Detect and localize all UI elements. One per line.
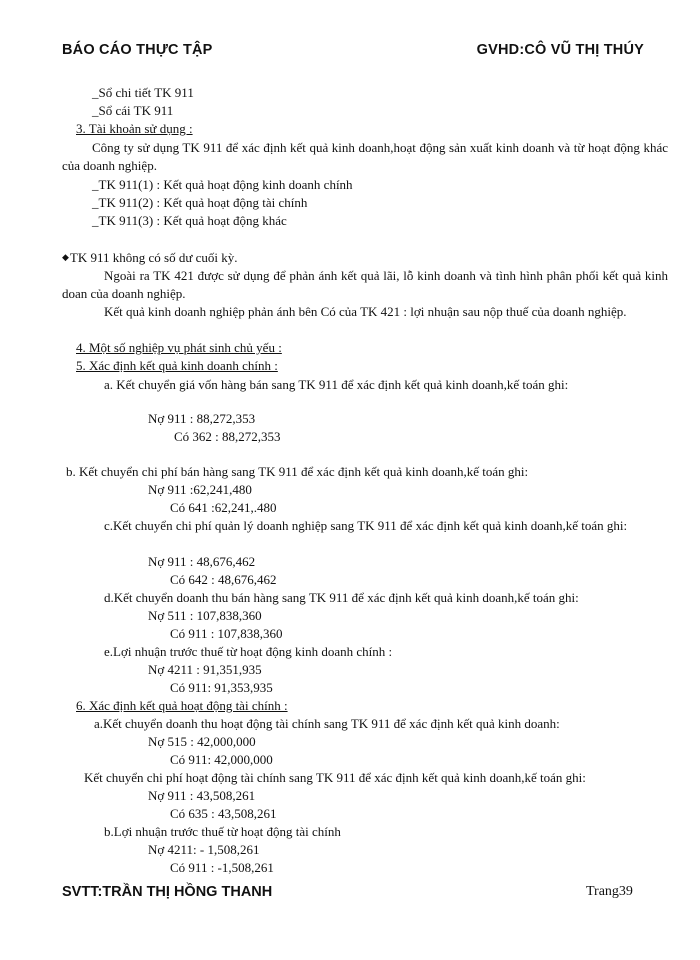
entry-b-description: b. Kết chuyển chi phí bán hàng sang TK 911 để xác định kết quả kinh doanh,kế toán ghi: [66,464,529,479]
section-5-heading-text: 5. Xác định kết quả kinh doanh chính : [76,358,278,373]
entry-6-expense-debit: Nợ 911 : 43,508,261 [148,788,256,803]
entry-e-debit: Nợ 4211 : 91,351,935 [148,662,262,677]
entry-c-credit: Có 642 : 48,676,462 [170,572,277,587]
entry-a-credit: Có 362 : 88,272,353 [174,429,281,444]
diamond-bullet-icon: ◆ [62,252,69,262]
entry-6-expense-credit: Có 635 : 43,508,261 [170,806,277,821]
line-tk911-2: _TK 911(2) : Kết quả hoạt động tài chính [92,195,308,210]
entry-6-expense-description: Kết chuyển chi phí hoạt động tài chính sang TK 911 để xác định kết quả kinh doanh,kế toán ghi: [84,770,586,785]
paragraph-company-uses-tk911: Công ty sử dụng TK 911 để xác định kết quả kinh doanh,hoạt động sản xuất kinh doanh và từ hoạt động khác của doanh nghiệp. [62,140,668,173]
entry-e-credit: Có 911: 91,353,935 [170,680,273,695]
section-4-heading [76,339,282,357]
entry-e-description: e.Lợi nhuận trước thuế từ hoạt động kinh doanh chính : [104,644,393,659]
entry-d-debit: Nợ 511 : 107,838,360 [148,608,262,623]
line-so-cai: _Sổ cái TK 911 [92,103,174,118]
section-6-heading-text: 6. Xác định kết quả hoạt động tài chính : [76,698,288,713]
entry-c-debit: Nợ 911 : 48,676,462 [148,554,256,569]
section-4-heading-text: 4. Một số nghiệp vụ phát sinh chủ yếu : [76,340,282,355]
entry-a-description: a. Kết chuyển giá vốn hàng bán sang TK 911 để xác định kết quả kinh doanh,kế toán ghi: [104,377,569,392]
section-5-heading [76,357,278,375]
section-3-heading [76,120,193,138]
entry-b-credit: Có 641 :62,241,.480 [170,500,277,515]
entry-6a-credit: Có 911: 42,000,000 [170,752,273,767]
entry-6a-description: a.Kết chuyển doanh thu hoạt động tài chính sang TK 911 để xác định kết quả kinh doanh: [94,716,560,731]
line-so-chi-tiet: _Sổ chi tiết TK 911 [92,85,194,100]
section-3-heading-text: 3. Tài khoản sử dụng : [76,121,193,136]
paragraph-tk421: Ngoài ra TK 421 được sử dụng để phản ánh kết quả lãi, lỗ kinh doanh và tình hình phân phối kết quả kinh doan của doanh nghiệp. [62,268,668,301]
entry-6a-debit: Nợ 515 : 42,000,000 [148,734,256,749]
entry-c-description: c.Kết chuyển chi phí quản lý doanh nghiệp sang TK 911 để xác định kết quả kinh doanh,kế toán ghi: [104,518,628,533]
entry-6b-debit: Nợ 4211: - 1,508,261 [148,842,260,857]
entry-b-debit: Nợ 911 :62,241,480 [148,482,252,497]
entry-d-description: d.Kết chuyển doanh thu bán hàng sang TK 911 để xác định kết quả kinh doanh,kế toán ghi: [104,590,579,605]
footer-student-name: SVTT:TRẦN THỊ HỒNG THANH [62,884,273,900]
line-no-balance-text: TK 911 không có số dư cuối kỳ. [69,250,238,265]
entry-d-credit: Có 911 : 107,838,360 [170,626,283,641]
header-right: GVHD:CÔ VŨ THỊ THÚY [476,42,644,58]
section-6-heading [76,697,288,715]
line-no-balance [62,248,238,267]
line-tk911-3: _TK 911(3) : Kết quả hoạt động khác [92,213,287,228]
line-tk911-1: _TK 911(1) : Kết quả hoạt động kinh doanh chính [92,177,353,192]
entry-a-debit: Nợ 911 : 88,272,353 [148,411,256,426]
entry-6b-credit: Có 911 : -1,508,261 [170,860,274,875]
footer-page-number: Trang39 [586,884,633,899]
header-left: BÁO CÁO THỰC TẬP [62,42,213,58]
entry-6b-description: b.Lợi nhuận trước thuế từ hoạt động tài chính [104,824,341,839]
paragraph-tk421-credit: Kết quả kinh doanh nghiệp phản ánh bên Có của TK 421 : lợi nhuận sau nộp thuế của doanh nghiệp. [104,304,627,319]
